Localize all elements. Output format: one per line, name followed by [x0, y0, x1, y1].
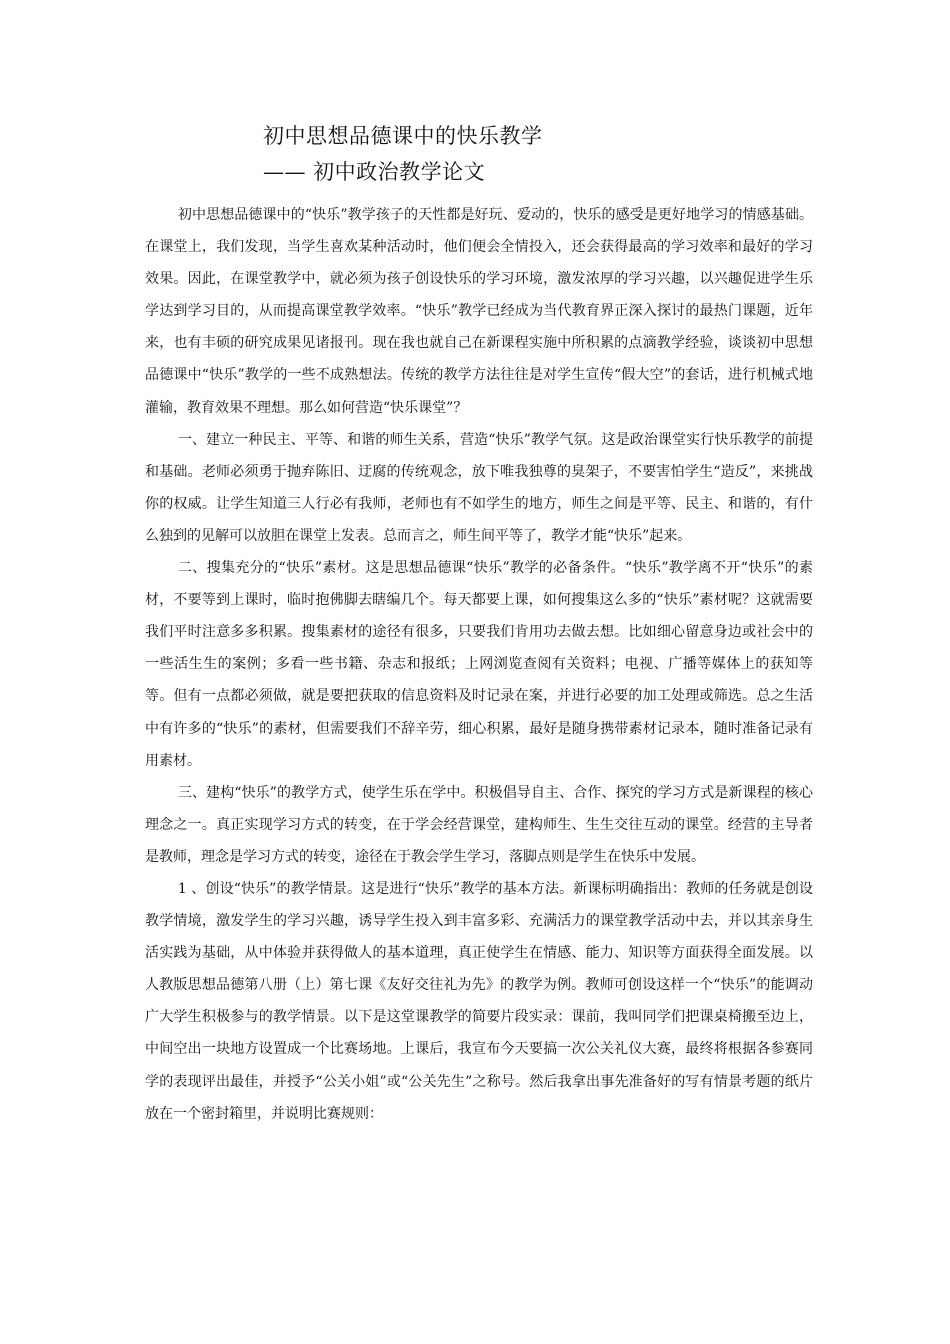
document-subtitle: —— 初中政治教学论文	[263, 160, 486, 184]
document-body	[145, 199, 813, 1130]
paragraph-section-2: 二、搜集充分的“快乐”素材。这是思想品德课“快乐”教学的必备条件。“快乐”教学离不开“快乐”的素材，不要等到上课时，临时抱佛脚去瞎编几个。每天都要上课，如何搜集这么多的“快乐”素材呢？这就需要我们平时注意多多积累。搜集素材的途径有很多，只要我们肯用功去做去想。比如细心留意身边或社会中的一些活生生的案例；多看一些书籍、杂志和报纸；上网浏览查阅有关资料；电视、广播等媒体上的获知等等。但有一点都必须做，就是要把获取的信息资料及时记录在案，并进行必要的加工处理或筛选。总之生活中有许多的“快乐”的素材，但需要我们不辞辛劳，细心积累，最好是随身携带素材记录本，随时准备记录有用素材。	[145, 560, 813, 769]
paragraph-section-3-1: 1 、创设“快乐”的教学情景。这是进行“快乐”教学的基本方法。新课标明确指出：教师的任务就是创设教学情境，激发学生的学习兴趣，诱导学生投入到丰富多彩、充满活力的课堂教学活动中去，并以其亲身生活实践为基础，从中体验并获得做人的基本道理，真正使学生在情感、能力、知识等方面获得全面发展。以人教版思想品德第八册（上）第七课《友好交往礼为先》的教学为例。教师可创设这样一个“快乐”的能调动广大学生积极参与的教学情景。以下是这堂课教学的简要片段实录：课前，我叫同学们把课桌椅搬至边上，中间空出一块地方设置成一个比赛场地。上课后，我宣布今天要搞一次公关礼仪大赛，最终将根据各参赛同学的表现评出最佳，并授予“公关小姐”或“公关先生”之称号。然后我拿出事先准备好的写有情景考题的纸片放在一个密封箱里，并说明比赛规则：	[145, 880, 813, 1122]
document-title: 初中思想品德课中的快乐教学	[263, 124, 543, 148]
paragraph-section-1: 一、建立一种民主、平等、和谐的师生关系，营造“快乐”教学气氛。这是政治课堂实行快乐教学的前提和基础。老师必须勇于抛弃陈旧、迂腐的传统观念，放下唯我独尊的臭架子，不要害怕学生“造反”，来挑战你的权威。让学生知道三人行必有我师，老师也有不如学生的地方，师生之间是平等、民主、和谐的，有什么独到的见解可以放胆在课堂上发表。总而言之，师生间平等了，教学才能“快乐”起来。	[145, 431, 813, 544]
paragraph-intro: 初中思想品德课中的“快乐”教学孩子的天性都是好玩、爱动的，快乐的感受是更好地学习的情感基础。在课堂上，我们发现，当学生喜欢某种活动时，他们便会全情投入，还会获得最高的学习效率和最好的学习效果。因此，在课堂教学中，就必须为孩子创设快乐的学习环境，激发浓厚的学习兴趣，以兴趣促进学生乐学达到学习目的，从而提高课堂教学效率。“快乐”教学已经成为当代教育界正深入探讨的最热门课题，近年来，也有丰硕的研究成果见诸报刊。现在我也就自己在新课程实施中所积累的点滴教学经验，谈谈初中思想品德课中“快乐”教学的一些不成熟想法。传统的教学方法往往是对学生宣传“假大空”的套话，进行机械式地灌输，教育效果不理想。那么如何营造“快乐课堂”？	[145, 207, 813, 416]
paragraph-section-3: 三、建构“快乐”的教学方式，使学生乐在学中。积极倡导自主、合作、探究的学习方式是新课程的核心理念之一。真正实现学习方式的转变，在于学会经营课堂，建构师生、生生交往互动的课堂。经营的主导者是教师，理念是学习方式的转变，途径在于教会学生学习，落脚点则是学生在快乐中发展。	[145, 784, 813, 865]
